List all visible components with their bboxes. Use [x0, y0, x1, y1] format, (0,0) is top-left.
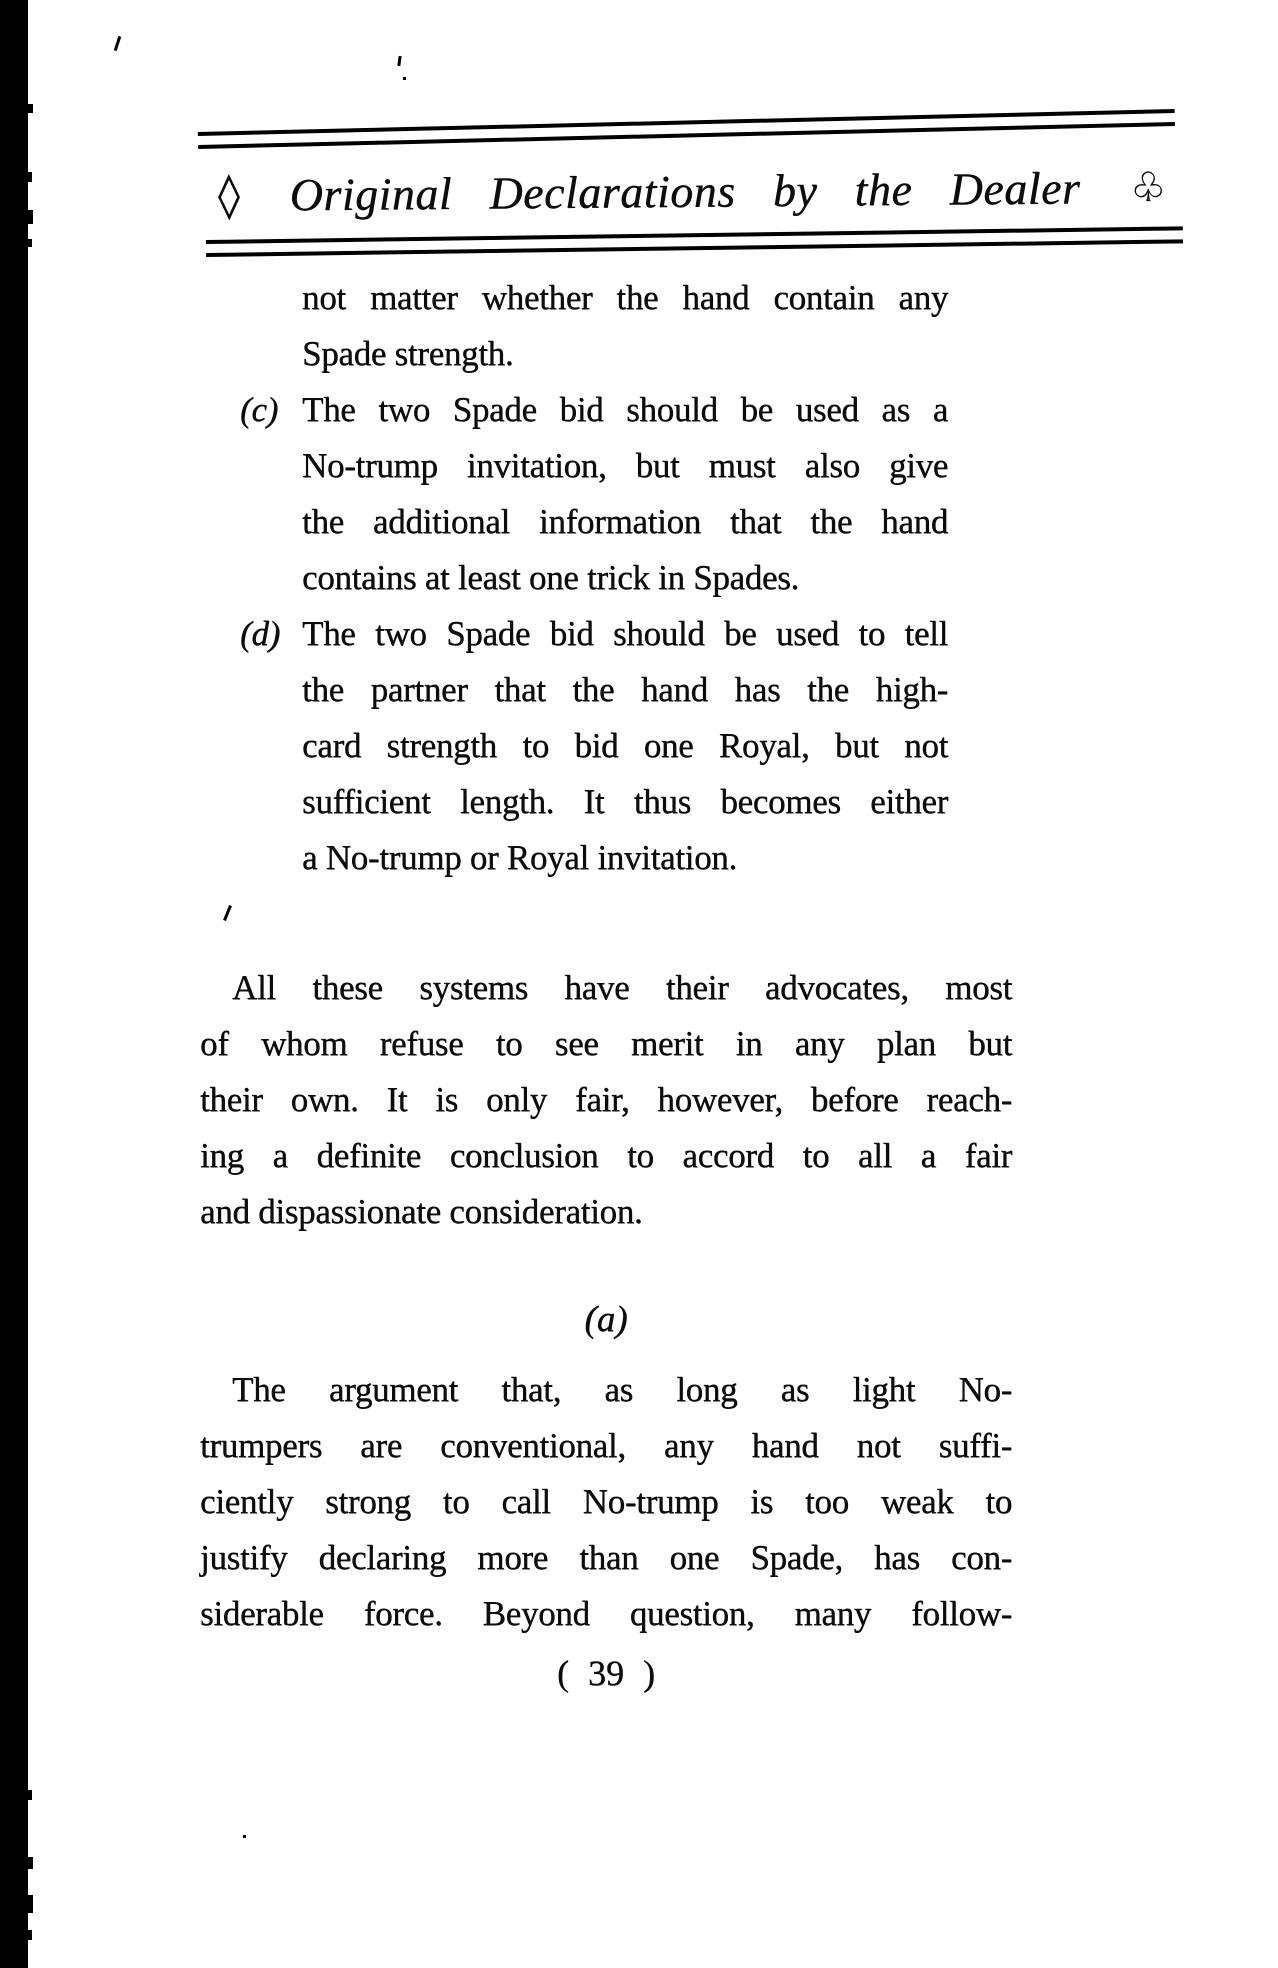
running-head [204, 152, 1171, 232]
header-bottom-double-rule [206, 226, 1183, 257]
lettered-list [240, 270, 948, 886]
list-item-label-d: (d) [240, 614, 280, 653]
paragraph-line: ing a definite conclusion to accord to all a fair [200, 1136, 1012, 1175]
scan-speck [28, 239, 32, 247]
rule-line [206, 239, 1183, 257]
page-number: ( 39 ) [557, 1653, 655, 1693]
scan-speck [114, 36, 121, 51]
scan-speck [223, 905, 232, 921]
list-item-text: The two Spade bid should be used to tell [302, 614, 948, 653]
rule-line [198, 109, 1175, 136]
scan-speck [403, 77, 406, 80]
list-item-text-line: the additional information that the hand [302, 502, 948, 541]
list-item-text-line: No-trump invitation, but must also give [302, 446, 948, 485]
scan-speck [28, 210, 33, 224]
list-item-text-line: Spade strength. [302, 334, 514, 373]
diamond-suit-icon: ◊ [217, 169, 240, 221]
list-item-text-line: not matter whether the hand contain any [302, 278, 948, 317]
paragraph-line: justify declaring more than one Spade, has con- [200, 1538, 1012, 1577]
list-item-text-line [240, 606, 948, 662]
page-title: Original Declarations by the Dealer [289, 162, 1081, 221]
rule-line [198, 122, 1175, 149]
scan-speck [28, 1857, 33, 1869]
paragraph-line: and dispassionate consideration. [200, 1192, 643, 1231]
scan-speck [397, 56, 401, 66]
section-marker-a: (a) [584, 1299, 628, 1340]
list-item-text: The two Spade bid should be used as a [302, 390, 948, 429]
paragraph-line: The argument that, as long as light No- [232, 1370, 1012, 1409]
paragraph-line: their own. It is only fair, however, before reach- [200, 1080, 1012, 1119]
list-item-text-line: sufficient length. It thus becomes either [302, 782, 948, 821]
list-item-text-line [240, 382, 948, 438]
scan-speck [243, 1835, 246, 1838]
scan-speck [28, 1895, 33, 1913]
paragraph-line: ciently strong to call No-trump is too weak to [200, 1482, 1012, 1521]
scan-speck [28, 1930, 32, 1940]
paragraph-line: of whom refuse to see merit in any plan but [200, 1024, 1012, 1063]
list-item-text-line: a No-trump or Royal invitation. [302, 838, 737, 877]
scan-speck [28, 104, 33, 113]
scan-speck [28, 1790, 32, 1800]
scan-speck [28, 172, 32, 182]
paragraph-line: trumpers are conventional, any hand not suffi- [200, 1426, 1012, 1465]
list-item-label-c: (c) [240, 390, 278, 429]
paragraph [200, 1362, 1012, 1642]
list-item-text-line: card strength to bid one Royal, but not [302, 726, 948, 765]
list-item-text-line: the partner that the hand has the high- [302, 670, 948, 709]
club-suit-icon: ♧ [1129, 164, 1167, 211]
scan-edge-strip [0, 0, 28, 1968]
paragraph-line: siderable force. Beyond question, many follow- [200, 1594, 1012, 1633]
paragraph [200, 960, 1012, 1240]
header-top-double-rule [198, 109, 1175, 149]
list-item-text-line: contains at least one trick in Spades. [302, 558, 799, 597]
paragraph-line: All these systems have their advocates, most [232, 968, 1012, 1007]
